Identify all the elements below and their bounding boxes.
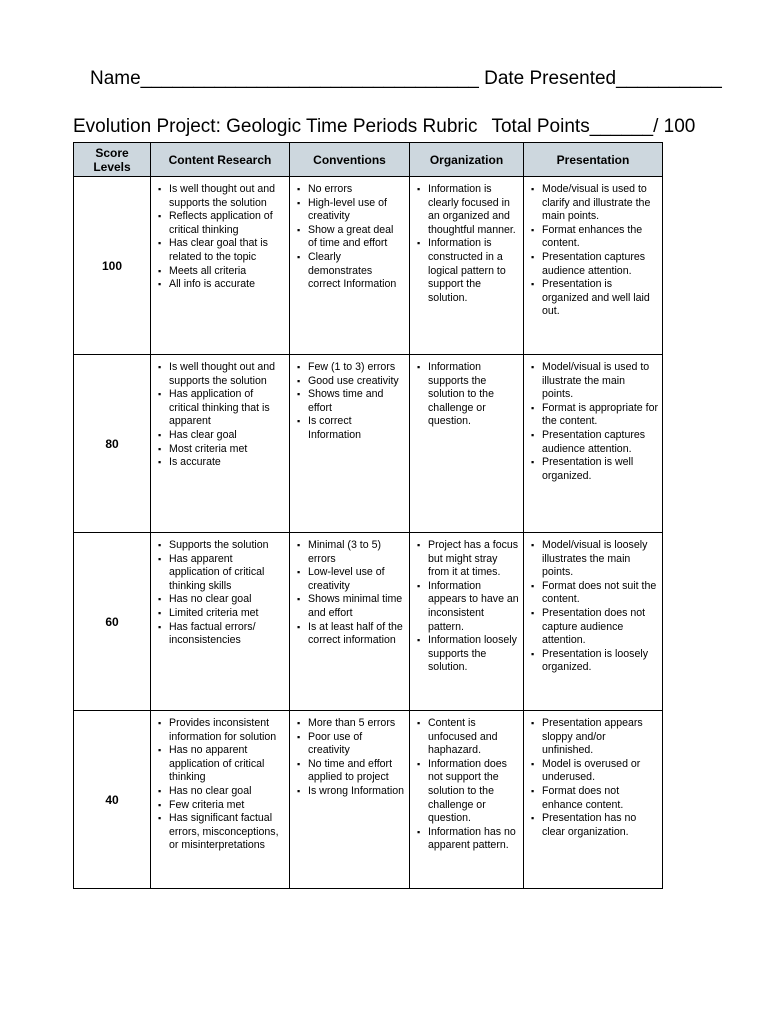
score-level: 80 [74, 355, 151, 533]
criteria-list [410, 533, 523, 675]
list-item: ▪ Low-level use of creativity [308, 566, 405, 593]
criteria-list [290, 533, 409, 648]
list-item: ▪ Has factual errors/ inconsistencies [169, 621, 285, 648]
header-row [74, 143, 663, 177]
score-level: 100 [74, 177, 151, 355]
table-row [74, 711, 663, 889]
list-item: ▪ Few (1 to 3) errors [308, 361, 405, 375]
criteria-list [290, 177, 409, 292]
criteria-list [524, 177, 662, 319]
cell-presentation [524, 177, 663, 355]
score-level: 60 [74, 533, 151, 711]
cell-presentation [524, 355, 663, 533]
list-item: ▪ Mode/visual is used to clarify and illustrate the main points. [542, 183, 658, 224]
list-item: ▪ Information is clearly focused in an organized and thoughtful manner. [428, 183, 519, 237]
list-item: ▪ Good use creativity [308, 375, 405, 389]
table-row [74, 177, 663, 355]
list-item: ▪ Presentation is loosely organized. [542, 648, 658, 675]
list-item: ▪ Is wrong Information [308, 785, 405, 799]
criteria-list [151, 177, 289, 292]
list-item: ▪ Has no clear goal [169, 593, 285, 607]
list-item: ▪ Model/visual is used to illustrate the main points. [542, 361, 658, 402]
name-date-line: Name________________________________ Date Presented__________ [90, 68, 722, 89]
list-item: ▪ Model is overused or underused. [542, 758, 658, 785]
cell-conventions [290, 355, 410, 533]
list-item: ▪ Information does not support the solution to the challenge or question. [428, 758, 519, 826]
header-organization: Organization [410, 143, 524, 177]
list-item: ▪ Project has a focus but might stray from it at times. [428, 539, 519, 580]
table-row [74, 355, 663, 533]
list-item: ▪ Provides inconsistent information for solution [169, 717, 285, 744]
list-item: ▪ Few criteria met [169, 799, 285, 813]
list-item: ▪ Reflects application of critical thinking [169, 210, 285, 237]
criteria-list [290, 355, 409, 443]
list-item: ▪ Has no clear goal [169, 785, 285, 799]
list-item: ▪ Presentation has no clear organization. [542, 812, 658, 839]
list-item: ▪ Format does not enhance content. [542, 785, 658, 812]
list-item: ▪ Minimal (3 to 5) errors [308, 539, 405, 566]
list-item: ▪ Shows minimal time and effort [308, 593, 405, 620]
criteria-list [151, 533, 289, 648]
list-item: ▪ Presentation captures audience attention. [542, 251, 658, 278]
list-item: ▪ Information is constructed in a logical pattern to support the solution. [428, 237, 519, 305]
cell-content-research [151, 711, 290, 889]
list-item: ▪ Meets all criteria [169, 265, 285, 279]
total-points: Total Points______/ 100 [491, 116, 696, 137]
cell-organization [410, 533, 524, 711]
cell-presentation [524, 711, 663, 889]
header-content-research: Content Research [151, 143, 290, 177]
list-item: ▪ All info is accurate [169, 278, 285, 292]
list-item: ▪ Shows time and effort [308, 388, 405, 415]
list-item: ▪ High-level use of creativity [308, 197, 405, 224]
list-item: ▪ Presentation is organized and well laid out. [542, 278, 658, 319]
list-item: ▪ Has application of critical thinking that is apparent [169, 388, 285, 429]
list-item: ▪ Information has no apparent pattern. [428, 826, 519, 853]
cell-organization [410, 711, 524, 889]
list-item: ▪ Is well thought out and supports the solution [169, 183, 285, 210]
list-item: ▪ Is accurate [169, 456, 285, 470]
list-item: ▪ Has clear goal that is related to the topic [169, 237, 285, 264]
cell-conventions [290, 177, 410, 355]
cell-presentation [524, 533, 663, 711]
cell-organization [410, 355, 524, 533]
list-item: ▪ Format is appropriate for the content. [542, 402, 658, 429]
list-item: ▪ Is correct Information [308, 415, 405, 442]
list-item: ▪ No errors [308, 183, 405, 197]
list-item: ▪ Clearly demonstrates correct Information [308, 251, 405, 292]
list-item: ▪ Has clear goal [169, 429, 285, 443]
cell-organization [410, 177, 524, 355]
criteria-list [151, 355, 289, 470]
rubric-title: Evolution Project: Geologic Time Periods Rubric [73, 116, 478, 137]
cell-content-research [151, 355, 290, 533]
cell-content-research [151, 177, 290, 355]
criteria-list [524, 711, 662, 839]
cell-conventions [290, 711, 410, 889]
list-item: ▪ Has no apparent application of critical thinking [169, 744, 285, 785]
list-item: ▪ Information appears to have an inconsistent pattern. [428, 580, 519, 634]
list-item: ▪ Presentation does not capture audience attention. [542, 607, 658, 648]
list-item: ▪ Information supports the solution to the challenge or question. [428, 361, 519, 429]
header-score-levels: Score Levels [74, 143, 151, 177]
list-item: ▪ Format enhances the content. [542, 224, 658, 251]
list-item: ▪ Show a great deal of time and effort [308, 224, 405, 251]
list-item: ▪ Supports the solution [169, 539, 285, 553]
list-item: ▪ Information loosely supports the solution. [428, 634, 519, 675]
list-item: ▪ More than 5 errors [308, 717, 405, 731]
list-item: ▪ Most criteria met [169, 443, 285, 457]
list-item: ▪ No time and effort applied to project [308, 758, 405, 785]
rubric-table [73, 142, 663, 889]
criteria-list [410, 355, 523, 429]
list-item: ▪ Is well thought out and supports the solution [169, 361, 285, 388]
criteria-list [410, 177, 523, 305]
list-item: ▪ Limited criteria met [169, 607, 285, 621]
list-item: ▪ Presentation is well organized. [542, 456, 658, 483]
list-item: ▪ Has apparent application of critical thinking skills [169, 553, 285, 594]
list-item: ▪ Poor use of creativity [308, 731, 405, 758]
table-row [74, 533, 663, 711]
list-item: ▪ Has significant factual errors, misconceptions, or misinterpretations [169, 812, 285, 853]
header-conventions: Conventions [290, 143, 410, 177]
header-presentation: Presentation [524, 143, 663, 177]
list-item: ▪ Format does not suit the content. [542, 580, 658, 607]
criteria-list [524, 533, 662, 675]
list-item: ▪ Content is unfocused and haphazard. [428, 717, 519, 758]
list-item: ▪ Model/visual is loosely illustrates the main points. [542, 539, 658, 580]
cell-content-research [151, 533, 290, 711]
criteria-list [410, 711, 523, 853]
criteria-list [524, 355, 662, 483]
cell-conventions [290, 533, 410, 711]
list-item: ▪ Presentation captures audience attention. [542, 429, 658, 456]
score-level: 40 [74, 711, 151, 889]
list-item: ▪ Presentation appears sloppy and/or unfinished. [542, 717, 658, 758]
rubric-title-line [73, 116, 695, 138]
rubric-body [74, 177, 663, 889]
list-item: ▪ Is at least half of the correct information [308, 621, 405, 648]
criteria-list [290, 711, 409, 799]
criteria-list [151, 711, 289, 853]
